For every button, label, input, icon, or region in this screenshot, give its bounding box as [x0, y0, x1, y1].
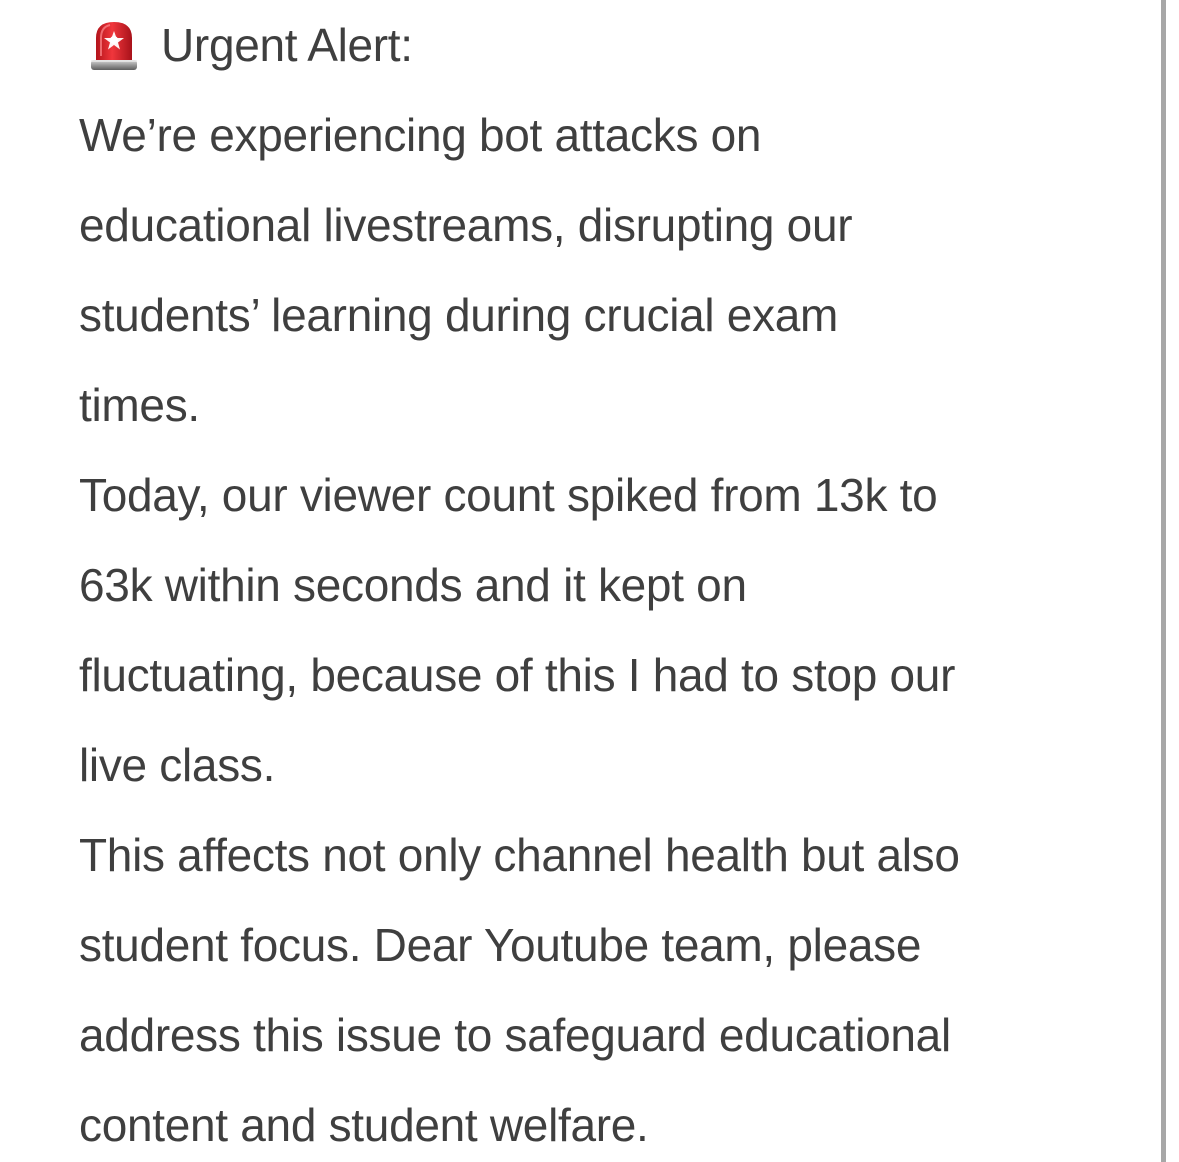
alert-title: Urgent Alert: — [161, 19, 413, 71]
scrollbar[interactable] — [1161, 0, 1166, 1162]
text-line: fluctuating, because of this I had to stop our — [79, 649, 956, 701]
text-line: Today, our viewer count spiked from 13k to — [79, 469, 938, 521]
text-line: students’ learning during crucial exam — [79, 289, 839, 341]
text-line: This affects not only channel health but also — [79, 829, 960, 881]
siren-icon — [88, 18, 140, 72]
text-line: educational livestreams, disrupting our — [79, 199, 853, 251]
text-line: times. — [79, 379, 200, 431]
text-line: 63k within seconds and it kept on — [79, 559, 747, 611]
text-line: student focus. Dear Youtube team, please — [79, 919, 922, 971]
text-line: content and student welfare. — [79, 1099, 649, 1151]
text-line: We’re experiencing bot attacks on — [79, 109, 762, 161]
note-text — [79, 90, 960, 1162]
text-line: live class. — [79, 739, 276, 791]
text-line: address this issue to safeguard educational — [79, 1009, 951, 1061]
siren-wrapper — [0, 0, 160, 90]
